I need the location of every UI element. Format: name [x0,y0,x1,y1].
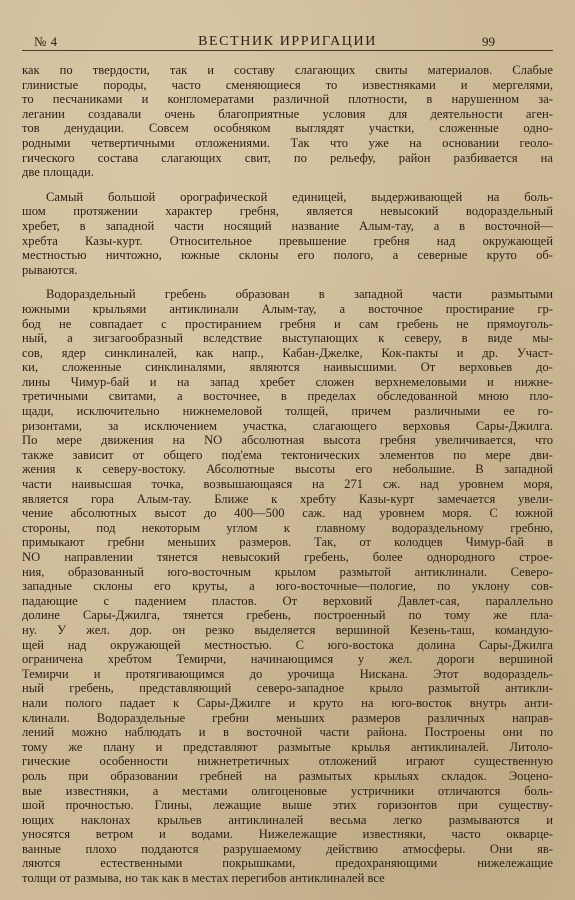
text-line: По мере движения на NO абсолютная высота гребня увеличивается, что [22,433,553,448]
text-line: шой прочностью. Глины, лежащие выше этих горизонтов при существу- [22,798,553,813]
text-line: клинали. Водораздельные гребни меньших размеров различных направ- [22,710,553,725]
text-line: ну. У жел. дор. он резко выделяется вершиной Кезень-таш, командую- [22,622,553,637]
text-line: толщи от размыва, но так как в местах перегибов антиклиналей все [22,871,385,886]
text-line: западные склоны его круты, а юго-восточные—пологие, по уклону сов- [22,579,553,594]
text-line: Темирчи и протягивающимся до урочища Нискана. Этот водораздель- [22,666,553,681]
text-line: местностью ничтожно, южные склоны его полого, а северные круто об- [22,248,553,263]
text-line: тому же плану и представляют размытые крылья антиклиналей. Литоло- [22,739,553,754]
text-line: ния, образованный юго-восточным крылом размытой антиклинали. Северо- [22,564,553,579]
text-line: жения к северу-востоку. Абсолютные высоты его небольшие. В западной [22,462,553,477]
text-line: ки, сложенные синклиналями, являются наивысшими. От верховьев до- [22,360,553,375]
paragraph [22,190,553,278]
text-line: ный, а зигзагообразный вследствие выступающих к северу, в виде мы- [22,331,553,346]
text-line: сов, ядер синклиналей, как напр., Кабан-Джелке, Кок-пакты и др. Участ- [22,345,553,360]
text-line: Водораздельный гребень образован в западной части размытыми [46,287,553,302]
text-line: Самый большой орографической единицей, выдерживающей на боль- [46,189,553,204]
text-line: тов денудации. Совсем особняком выглядят участки, сложенные одно- [22,121,553,136]
text-line: две площади. [22,165,94,180]
article-body [22,63,553,886]
text-line: рываются. [22,262,78,277]
paragraph [22,63,553,180]
text-line: ванные плохо поддаются разрушаемому действию атмосферы. Они яв- [22,841,553,856]
paragraph [22,287,553,885]
text-line: NO направлении тянется невысокий гребень, более однородного строе- [22,550,553,564]
text-line: примыкают гребни меньших размеров. Так, от колодцев Чимур-бай в [22,535,553,550]
text-line: то песчаниками и конгломератами различной плотности, в нарушенном за- [22,92,553,107]
text-line: ный гребень, представляющий северо-западное крыло размытой антикли- [22,681,553,696]
page-number: 99 [482,34,495,49]
text-line: части наивысшая точка, возвышающаяся на 271 сж. над уровнем моря, [22,477,553,492]
text-line: южными крыльями антиклинали Алым-тау, а восточное простирание гр- [22,301,553,316]
text-line: вые известняки, а местами олигоценовые устричники отличаются боль- [22,783,553,798]
text-line: лины Чимур-бай и на запад хребет сложен верхнемеловыми и нижне- [22,374,553,389]
text-line: щади, исключительно нижнемеловой толщей, причем различными ее го- [22,404,553,419]
text-line: хребта Казы-курт. Относительное превышение гребня над окружающей [22,233,553,248]
text-line: хребет, в западной части носящий название Алым-тау, а в восточной— [22,218,553,233]
text-line: щей над окружающей местностью. С юго-востока долина Сары-Джилга [22,637,553,652]
text-line: гического состава слагающих свит, по рельефу, район разбивается на [22,150,553,165]
text-line: роль при образовании гребней на размытых крыльях складок. Эоцено- [22,768,553,783]
text-line: родными четвертичными отложениями. Так что уже на основании геоло- [22,135,553,150]
text-line: лений можно наблюдать и в восточной части района. Построены они по [22,725,553,740]
text-line: нали полого падает к Сары-Джилге и круто на юго-восток внутрь анти- [22,695,553,710]
text-line: также зависит от общего под'ема тектонических элементов по мере дви- [22,447,553,462]
issue-number: № 4 [34,34,58,49]
text-line: третичными свитами, а восточнее, в пределах обследованной мною пло- [22,389,553,404]
text-line: ющих наклонах крыльев антиклиналей весьма легко размываются и [22,812,553,827]
text-line: чение абсолютных высот до 400—500 саж. над уровнем моря. С южной [22,506,553,521]
text-line: бод не совпадает с простиранием гребня и сам гребень не прямоуголь- [22,316,553,331]
text-line: долине Сары-Джилга, тянется гребень, построенный по тому же пла- [22,608,553,623]
text-line: шом протяжении характер гребня, является невысокий водораздельный [22,204,553,219]
text-line: ризонтами, за исключением участка, слагающего верховья Сары-Джилга. [22,418,553,433]
text-line: ограничена хребтом Темирчи, начинающимся у жел. дороги вершиной [22,652,553,667]
journal-page [22,26,553,886]
journal-title: ВЕСТНИК ИРРИГАЦИИ [198,34,377,49]
running-header [22,26,553,51]
text-line: уносятся ветром и водами. Нижележащие известняки, часто окварце- [22,827,553,842]
text-line: глинистые породы, часто сменяющиеся то известняками и мергелями, [22,77,553,92]
text-line: является гора Алым-тау. Ближе к хребту Казы-курт замечается увели- [22,491,553,506]
text-line: легании создавали очень благоприятные условия для деятельности аген- [22,106,553,121]
text-line: стороны, под некоторым углом к главному водораздельному гребню, [22,520,553,535]
text-line: гические особенности нижнетретичных отложений играют существенную [22,754,553,769]
text-line: падающие с падением пластов. От верховий Давлет-сая, параллельно [22,593,553,608]
text-line: как по твердости, так и составу слагающих свиты материалов. Слабые [22,63,553,77]
text-line: ляются естественными покрышками, предохраняющими нижележащие [22,856,553,871]
